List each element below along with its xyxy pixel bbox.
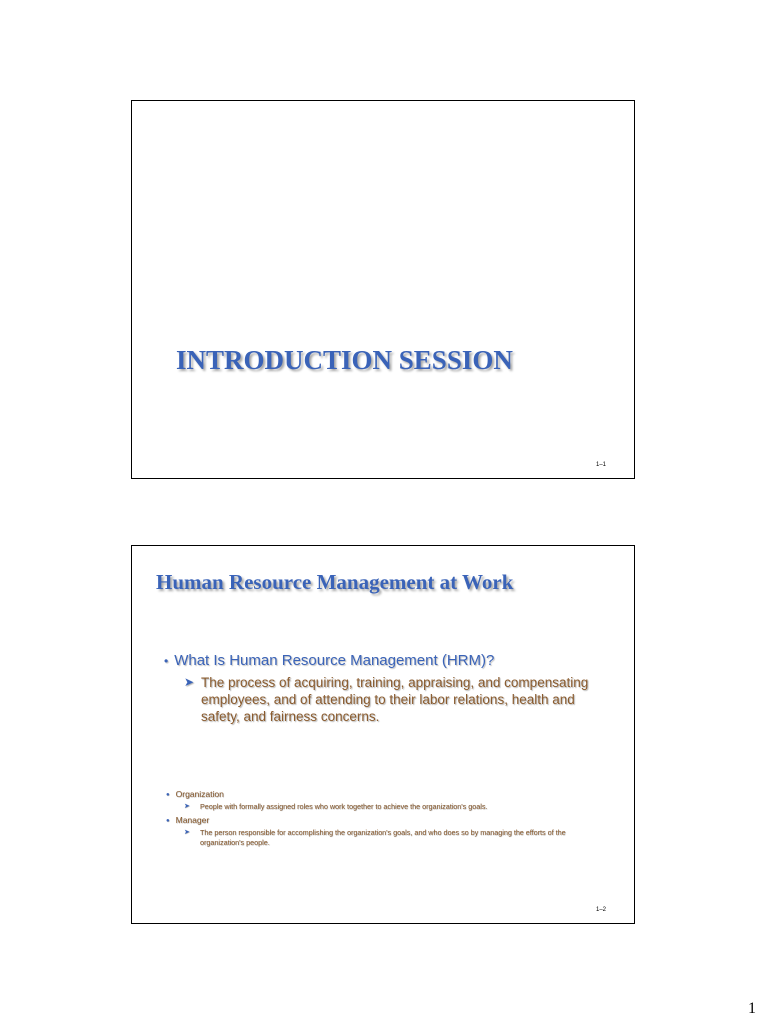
slide-2 bbox=[131, 545, 635, 924]
bullet-dot-icon: ● bbox=[166, 791, 170, 798]
page-number: 1 bbox=[748, 1000, 756, 1017]
hrm-question-bullet bbox=[164, 652, 494, 669]
manager-definition bbox=[184, 828, 600, 847]
bullet-dot-icon: ● bbox=[166, 817, 170, 824]
slide-1-number: 1–1 bbox=[595, 462, 606, 468]
manager-definition-text: The person responsible for accomplishing the organization's goals, and who does so by managing the efforts of the organization's people. bbox=[200, 828, 566, 847]
manager-term: Manager bbox=[175, 815, 210, 825]
manager-bullet bbox=[166, 815, 209, 825]
slide-1-title: INTRODUCTION SESSION bbox=[176, 345, 513, 375]
organization-bullet bbox=[166, 789, 224, 799]
hrm-question-text: What Is Human Resource Management (HRM)? bbox=[174, 652, 495, 669]
arrow-bullet-icon: ➤ bbox=[184, 675, 195, 689]
organization-definition bbox=[184, 802, 600, 812]
organization-definition-text: People with formally assigned roles who work together to achieve the organization's goals. bbox=[200, 802, 488, 811]
hrm-definition bbox=[184, 674, 614, 725]
hrm-definition-text: The process of acquiring, training, appraising, and compensating employees, and of attending to their labor relations, health and safety, and fairness concerns. bbox=[201, 675, 589, 724]
arrow-bullet-icon: ➤ bbox=[184, 829, 190, 836]
bullet-dot-icon: • bbox=[164, 654, 169, 668]
organization-term: Organization bbox=[175, 789, 224, 799]
slide-2-title: Human Resource Management at Work bbox=[156, 570, 514, 594]
slide-2-number: 1–2 bbox=[595, 907, 606, 913]
arrow-bullet-icon: ➤ bbox=[184, 803, 190, 810]
slide-1 bbox=[131, 100, 635, 479]
